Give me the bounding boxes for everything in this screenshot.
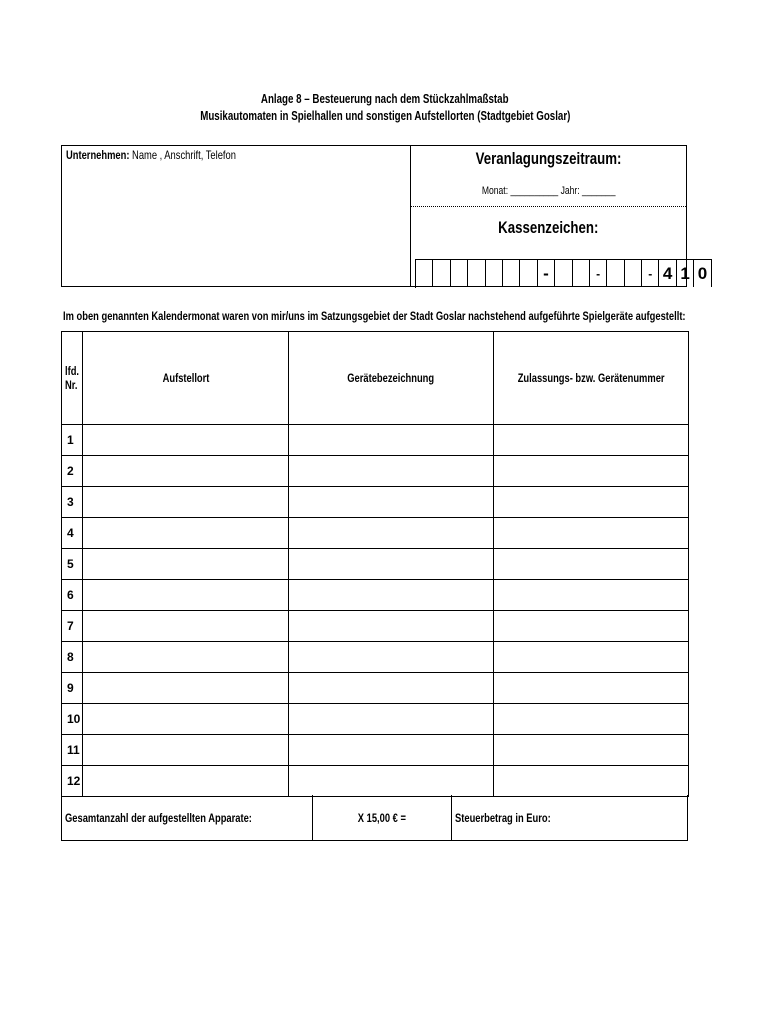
location-cell[interactable] — [83, 518, 289, 549]
cash-cell[interactable] — [468, 260, 485, 287]
table-row — [62, 673, 689, 704]
approval-cell[interactable] — [494, 518, 689, 549]
approval-cell[interactable] — [494, 549, 689, 580]
device-cell[interactable] — [289, 735, 494, 766]
row-number: 3 — [62, 487, 83, 518]
approval-cell[interactable] — [494, 425, 689, 456]
table-row — [62, 704, 689, 735]
title-line-1: Anlage 8 – Besteuerung nach dem Stückzahlmaßstab — [261, 92, 509, 106]
location-cell[interactable] — [83, 425, 289, 456]
year-field[interactable]: _______ — [581, 185, 616, 197]
row-number: 1 — [62, 425, 83, 456]
approval-cell[interactable] — [494, 673, 689, 704]
approval-cell[interactable] — [494, 766, 689, 797]
period-title: Veranlagungszeitraum: — [475, 149, 622, 168]
intro-text: Im oben genannten Kalendermonat waren von mir/uns im Satzungsgebiet der Stadt Goslar nachstehend aufgeführte Spielgeräte aufgestellt: — [63, 309, 686, 323]
approval-cell[interactable] — [494, 611, 689, 642]
cash-cell-digit: 1 — [677, 260, 694, 287]
year-label: Jahr: — [560, 185, 580, 197]
device-cell[interactable] — [289, 580, 494, 611]
total-count-field[interactable] — [62, 795, 313, 840]
location-cell[interactable] — [83, 642, 289, 673]
table-row — [62, 549, 689, 580]
cash-cell-digit: 0 — [694, 260, 711, 287]
table-row — [62, 487, 689, 518]
cash-cell[interactable] — [607, 260, 624, 287]
company-label: Unternehmen: — [66, 148, 130, 162]
location-cell[interactable] — [83, 673, 289, 704]
month-label: Monat: — [481, 185, 508, 197]
table-row — [62, 611, 689, 642]
device-cell[interactable] — [289, 456, 494, 487]
location-cell[interactable] — [83, 735, 289, 766]
device-table — [61, 331, 689, 797]
cash-cell-separator: - — [642, 260, 659, 287]
cash-cell[interactable] — [416, 260, 433, 287]
column-header-nr: lfd. Nr. — [62, 332, 83, 425]
cash-cell-separator: - — [538, 260, 555, 287]
cash-cell[interactable] — [433, 260, 450, 287]
table-row — [62, 425, 689, 456]
total-label: Gesamtanzahl der aufgestellten Apparate: — [65, 810, 252, 825]
table-header-row — [62, 332, 689, 425]
row-number: 9 — [62, 673, 83, 704]
rate-cell — [313, 795, 452, 840]
cash-cell[interactable] — [503, 260, 520, 287]
period-fields — [411, 185, 686, 197]
device-cell[interactable] — [289, 549, 494, 580]
device-cell[interactable] — [289, 518, 494, 549]
cash-cell[interactable] — [573, 260, 590, 287]
location-cell[interactable] — [83, 766, 289, 797]
column-header-device: Gerätebezeichnung — [289, 332, 494, 425]
location-cell[interactable] — [83, 549, 289, 580]
cash-cell[interactable] — [486, 260, 503, 287]
row-number: 5 — [62, 549, 83, 580]
approval-cell[interactable] — [494, 487, 689, 518]
company-hint: Name , Anschrift, Telefon — [132, 148, 236, 162]
cash-cell-digit: 4 — [659, 260, 676, 287]
tax-label: Steuerbetrag in Euro: — [455, 810, 551, 825]
column-header-approval: Zulassungs- bzw. Gerätenummer — [494, 332, 689, 425]
approval-cell[interactable] — [494, 704, 689, 735]
cash-reference-title: Kassenzeichen: — [498, 218, 599, 237]
device-cell[interactable] — [289, 704, 494, 735]
cash-cell[interactable] — [555, 260, 572, 287]
table-row — [62, 518, 689, 549]
table-row — [62, 456, 689, 487]
location-cell[interactable] — [83, 580, 289, 611]
document-title — [0, 91, 770, 125]
approval-cell[interactable] — [494, 642, 689, 673]
device-cell[interactable] — [289, 611, 494, 642]
row-number: 6 — [62, 580, 83, 611]
row-number: 7 — [62, 611, 83, 642]
cash-cell[interactable] — [520, 260, 537, 287]
cash-cell[interactable] — [451, 260, 468, 287]
column-header-location: Aufstellort — [83, 332, 289, 425]
location-cell[interactable] — [83, 487, 289, 518]
location-cell[interactable] — [83, 611, 289, 642]
table-row — [62, 642, 689, 673]
table-row — [62, 735, 689, 766]
approval-cell[interactable] — [494, 735, 689, 766]
cash-reference-cells — [415, 259, 712, 288]
approval-cell[interactable] — [494, 456, 689, 487]
device-cell[interactable] — [289, 642, 494, 673]
location-cell[interactable] — [83, 704, 289, 735]
approval-cell[interactable] — [494, 580, 689, 611]
table-row — [62, 766, 689, 797]
title-line-2: Musikautomaten in Spielhallen und sonstigen Aufstellorten (Stadtgebiet Goslar) — [199, 109, 571, 123]
location-cell[interactable] — [83, 456, 289, 487]
period-section — [411, 146, 686, 207]
company-field[interactable] — [66, 148, 284, 162]
device-cell[interactable] — [289, 425, 494, 456]
rate-label: X 15,00 € = — [357, 810, 407, 825]
cash-cell[interactable] — [625, 260, 642, 287]
row-number: 4 — [62, 518, 83, 549]
cash-cell-separator: - — [590, 260, 607, 287]
row-number: 11 — [62, 735, 83, 766]
device-cell[interactable] — [289, 766, 494, 797]
month-field[interactable]: __________ — [510, 185, 559, 197]
tax-amount-field[interactable] — [452, 795, 687, 840]
total-row — [61, 795, 688, 841]
row-number: 2 — [62, 456, 83, 487]
table-row — [62, 580, 689, 611]
row-number: 8 — [62, 642, 83, 673]
row-number: 12 — [62, 766, 83, 797]
row-number: 10 — [62, 704, 83, 735]
device-cell[interactable] — [289, 487, 494, 518]
header-box — [61, 145, 708, 287]
device-cell[interactable] — [289, 673, 494, 704]
